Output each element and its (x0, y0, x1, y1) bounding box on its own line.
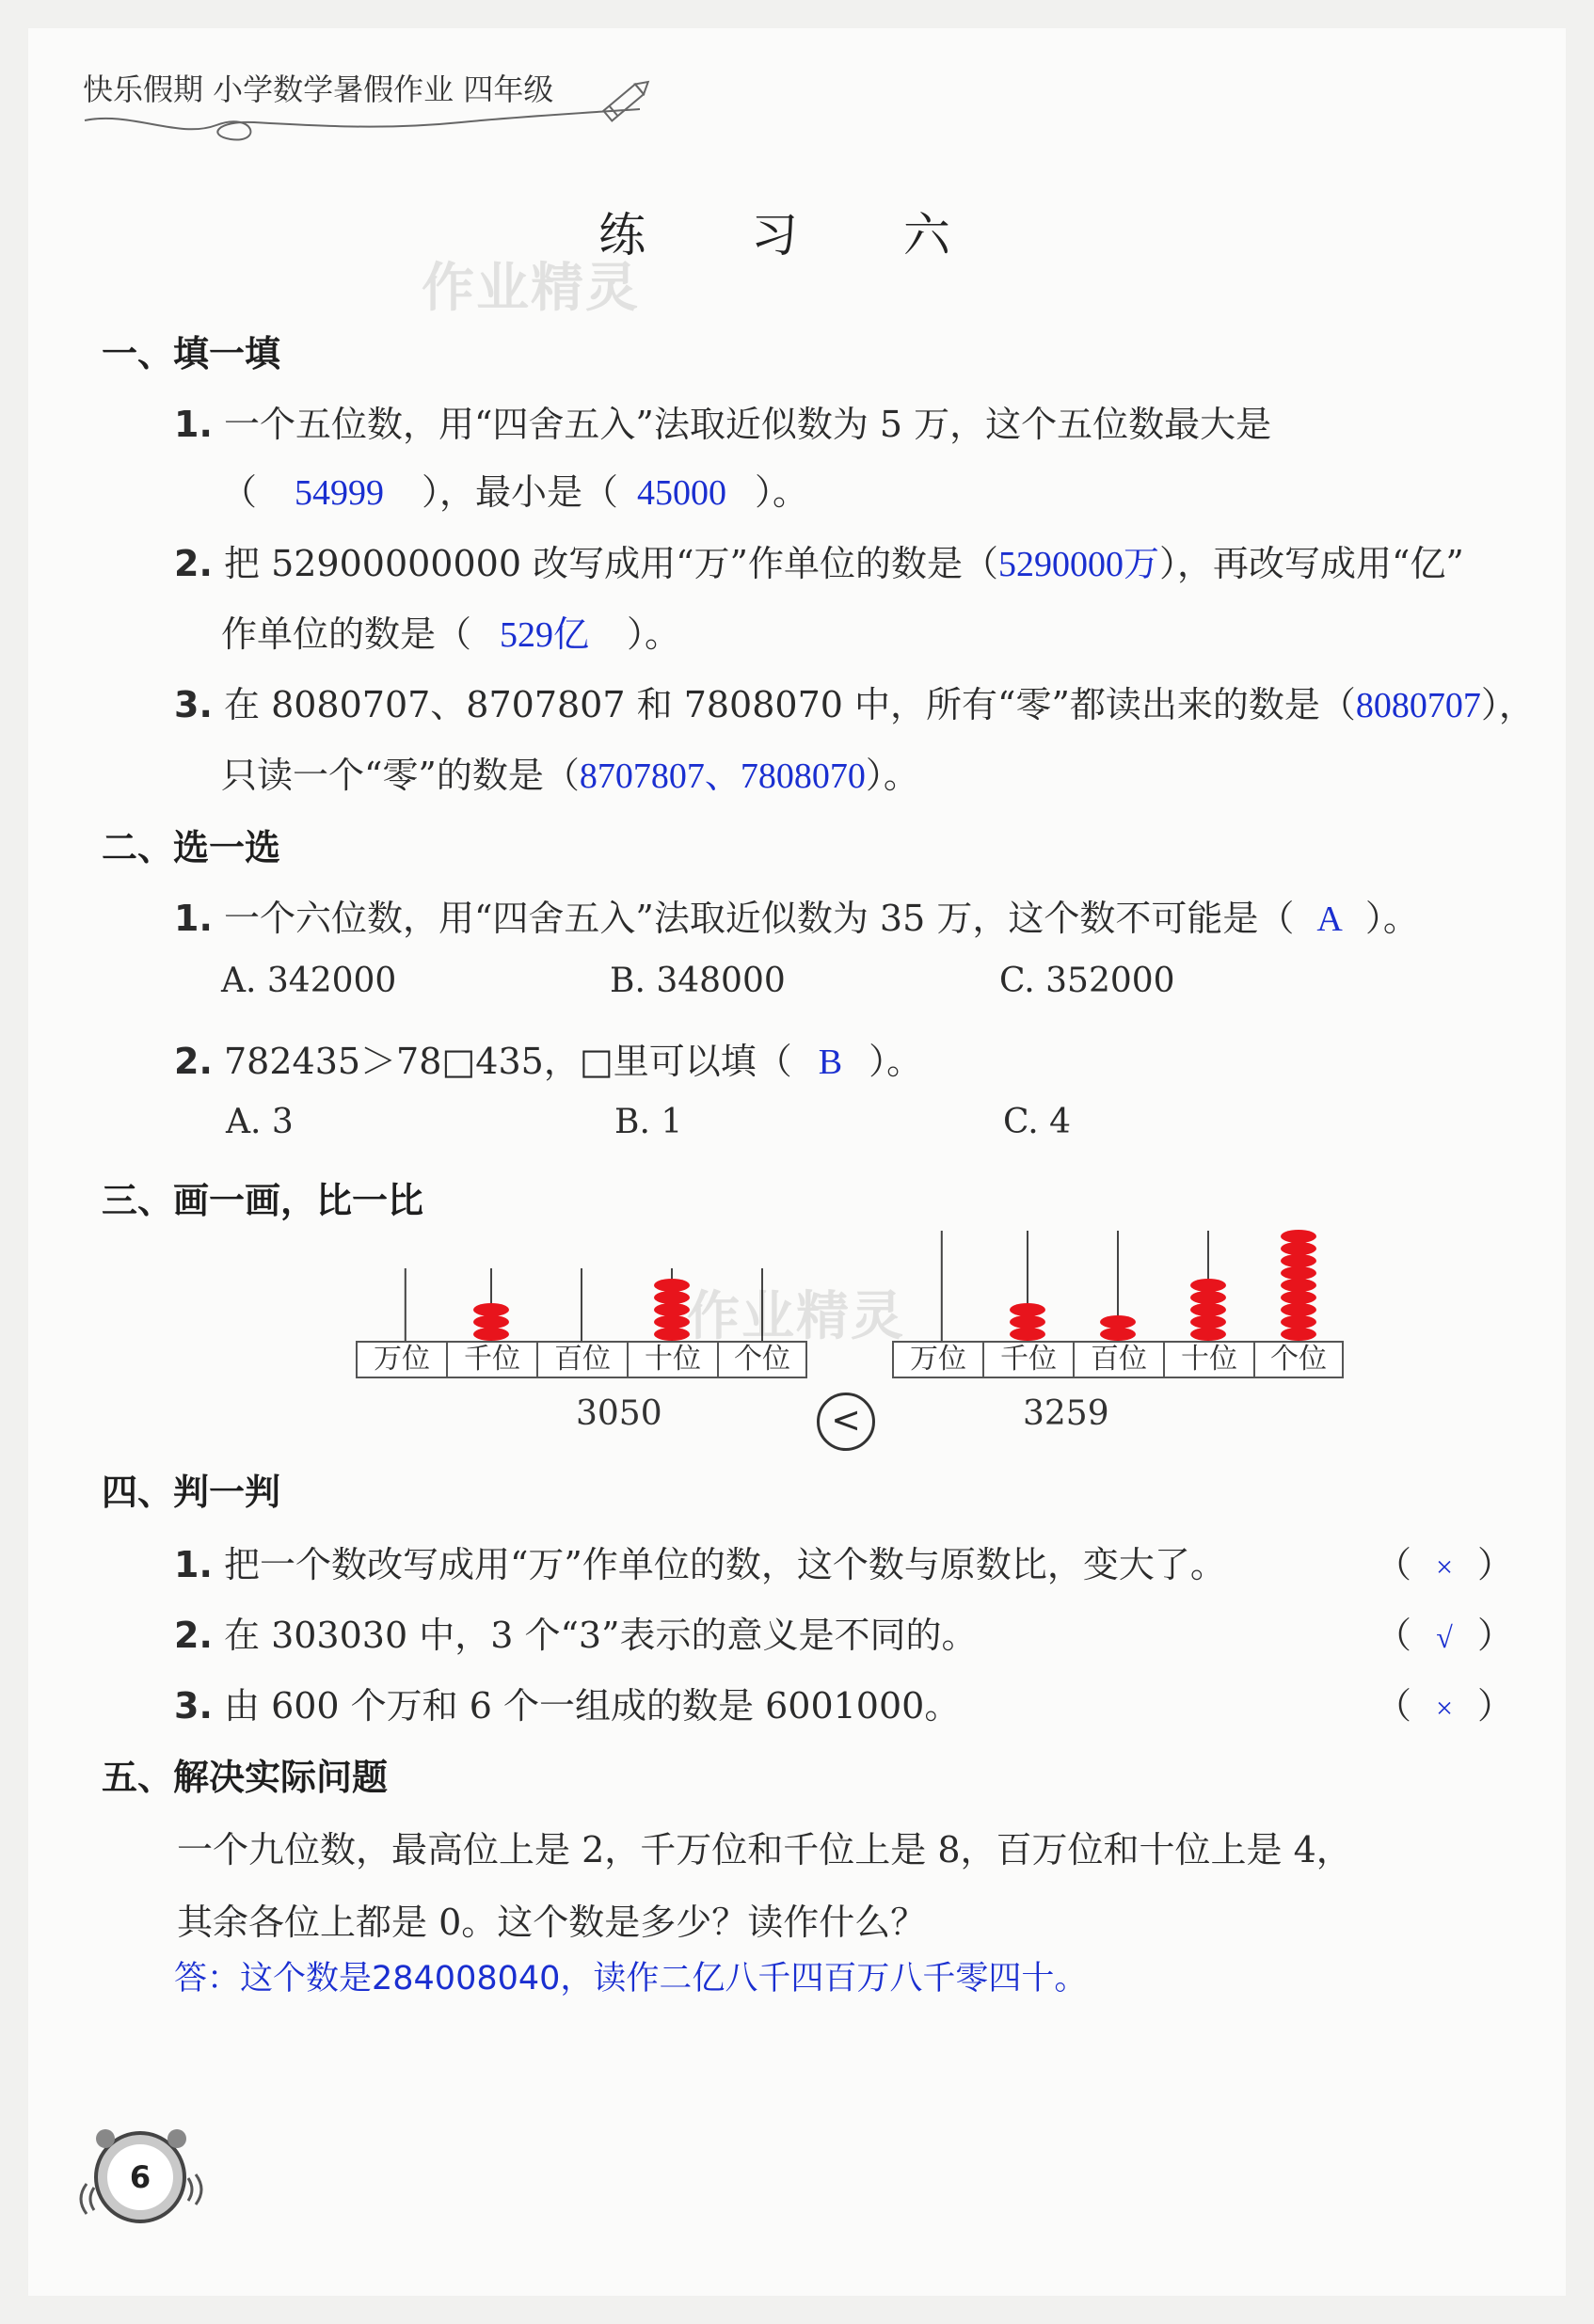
abacus-bead (1190, 1328, 1226, 1341)
option-c: C. 4 (1003, 1103, 1072, 1141)
paren-close: ）。 (1364, 898, 1419, 939)
question-text: 把一个数改写成用“万”作单位的数，这个数与原数比，变大了。 (223, 1544, 1226, 1585)
answer-mark: × (1435, 1550, 1454, 1584)
abacus-bead (1100, 1315, 1136, 1329)
answer-one-zero: 8707807、7808070 (579, 756, 866, 796)
question-text: 作单位的数是（ (221, 613, 472, 655)
abacus-bead (1100, 1328, 1136, 1341)
s1-q1-line2 (221, 463, 808, 515)
abacus-rods (892, 1223, 1344, 1341)
question-number: 1. (174, 404, 213, 445)
answer-choice: A (1316, 899, 1343, 939)
judge-item-3 (174, 1677, 960, 1728)
abacus-bead (1281, 1230, 1316, 1243)
s1-q1-line1 (174, 395, 1271, 447)
paren-close: ）。 (627, 613, 681, 655)
answer-yi: 529亿 (500, 615, 590, 655)
page-title: 练 习 六 (598, 208, 996, 263)
place-label: 万位 (892, 1341, 984, 1378)
place-label: 个位 (717, 1341, 807, 1378)
section-heading-draw: 三、画一画，比一比 (102, 1180, 424, 1221)
answer-mark: √ (1436, 1620, 1453, 1654)
comparison-circle: < (817, 1393, 875, 1451)
paren-open: （ (221, 471, 258, 513)
question-text: 在 303030 中，3 个“3”表示的意义是不同的。 (223, 1615, 978, 1656)
question-text: 一个五位数，用“四舍五入”法取近似数为 5 万，这个五位数最大是 (223, 404, 1272, 445)
abacus-bead (1281, 1242, 1316, 1255)
place-label: 十位 (627, 1341, 719, 1378)
abacus-bead (1281, 1254, 1316, 1267)
s1-q3-line2 (221, 746, 919, 798)
pencil-icon (593, 68, 659, 134)
s1-q2-line1 (174, 534, 1464, 586)
answer-all-zero: 8080707 (1355, 686, 1481, 725)
question-number: 1. (174, 898, 213, 939)
alarm-clock-icon (75, 2122, 207, 2244)
place-label: 百位 (1073, 1341, 1165, 1378)
abacus-bead (1281, 1303, 1316, 1316)
s1-q3-line1 (174, 676, 1535, 727)
place-label: 百位 (536, 1341, 629, 1378)
place-label: 千位 (446, 1341, 538, 1378)
answer-choice: B (818, 1043, 843, 1082)
abacus-bead (1281, 1291, 1316, 1304)
right-number: 3259 (1023, 1394, 1109, 1433)
left-number: 3050 (576, 1394, 662, 1433)
paren-close: ）。 (869, 1041, 923, 1082)
header-title: 快乐假期 小学数学暑假作业 四年级 (83, 72, 554, 107)
question-number: 1. (174, 1544, 213, 1585)
abacus-bead (473, 1315, 509, 1329)
abacus-bead (473, 1303, 509, 1316)
abacus-bead (1190, 1315, 1226, 1329)
s2-q1-line (174, 889, 1419, 941)
problem-answer: 答：这个数是284008040，读作二亿八千四百万八千零四十。 (174, 1960, 1088, 1998)
question-number: 2. (174, 1615, 213, 1656)
section-heading-judge: 四、判一判 (102, 1472, 281, 1513)
question-number: 3. (174, 684, 213, 725)
question-text: 782435＞78□435，□里可以填（ (223, 1041, 792, 1082)
question-text: 把 52900000000 改写成用“万”作单位的数是（ (223, 543, 998, 584)
paren-close: ）。 (865, 755, 919, 796)
abacus-bead (1281, 1279, 1316, 1292)
option-a: A. 342000 (221, 962, 397, 1000)
abacus-bead (654, 1291, 690, 1304)
s2-q2-line (174, 1032, 922, 1084)
option-a: A. 3 (226, 1103, 294, 1141)
section-heading-fill: 一、填一填 (102, 333, 281, 374)
abacus-bead (1190, 1279, 1226, 1292)
abacus-bead (1281, 1266, 1316, 1280)
place-label: 万位 (356, 1341, 448, 1378)
answer-wan: 5290000万 (997, 545, 1159, 584)
answer-max: 54999 (295, 473, 385, 513)
abacus-bead (1010, 1315, 1045, 1329)
abacus-bead (654, 1315, 690, 1329)
question-number: 2. (174, 543, 213, 584)
abacus-bead (1190, 1303, 1226, 1316)
abacus-bead (1281, 1328, 1316, 1341)
page-number: 6 (107, 2144, 173, 2210)
abacus-bead (1010, 1303, 1045, 1316)
judge-mark-1: （ × ） (1376, 1544, 1514, 1585)
section-heading-problem: 五、解决实际问题 (102, 1757, 389, 1798)
abacus-bead (654, 1279, 690, 1292)
s1-q2-line2 (221, 605, 680, 657)
judge-item-2 (174, 1606, 978, 1658)
question-number: 2. (174, 1041, 213, 1082)
question-text: 只读一个“零”的数是（ (221, 755, 580, 796)
problem-line-2: 其余各位上都是 0。这个数是多少？读作什么？ (177, 1902, 927, 1943)
judge-mark-3: （ × ） (1376, 1685, 1514, 1727)
header-decoration-swirl (75, 102, 677, 149)
place-label: 千位 (982, 1341, 1075, 1378)
watermark-logo: 作业精灵 (422, 258, 640, 319)
option-c: C. 352000 (999, 962, 1175, 1000)
question-text: ），再改写成用“亿” (1158, 543, 1464, 584)
question-text: 由 600 个万和 6 个一组成的数是 6001000。 (223, 1685, 961, 1727)
section-heading-choose: 二、选一选 (102, 827, 281, 868)
abacus-bead (1010, 1328, 1045, 1341)
question-number: 3. (174, 1685, 213, 1727)
abacus-bead (654, 1303, 690, 1316)
question-text: ）， (1480, 684, 1535, 725)
place-label: 个位 (1253, 1341, 1344, 1378)
option-b: B. 1 (614, 1103, 683, 1141)
option-b: B. 348000 (610, 962, 786, 1000)
abacus-bead (654, 1328, 690, 1341)
question-text: ），最小是（ (422, 471, 619, 513)
answer-min: 45000 (637, 473, 727, 513)
judge-mark-2: （ √ ） (1376, 1615, 1514, 1656)
answer-mark: × (1435, 1691, 1454, 1725)
question-text: 在 8080707、8707807 和 7808070 中，所有“零”都读出来的数是（ (223, 684, 1356, 725)
judge-item-1 (174, 1536, 1226, 1587)
abacus-right (892, 1223, 1344, 1378)
abacus-bead (473, 1328, 509, 1341)
abacus-bead (1281, 1315, 1316, 1329)
place-label: 十位 (1163, 1341, 1255, 1378)
paren-close: ）。 (755, 471, 809, 513)
question-text: 一个六位数，用“四舍五入”法取近似数为 35 万，这个数不可能是（ (223, 898, 1295, 939)
problem-line-1: 一个九位数，最高位上是 2，千万位和千位上是 8，百万位和十位上是 4， (177, 1829, 1352, 1870)
watermark-logo: 作业精灵 (687, 1286, 905, 1347)
abacus-bead (1190, 1291, 1226, 1304)
